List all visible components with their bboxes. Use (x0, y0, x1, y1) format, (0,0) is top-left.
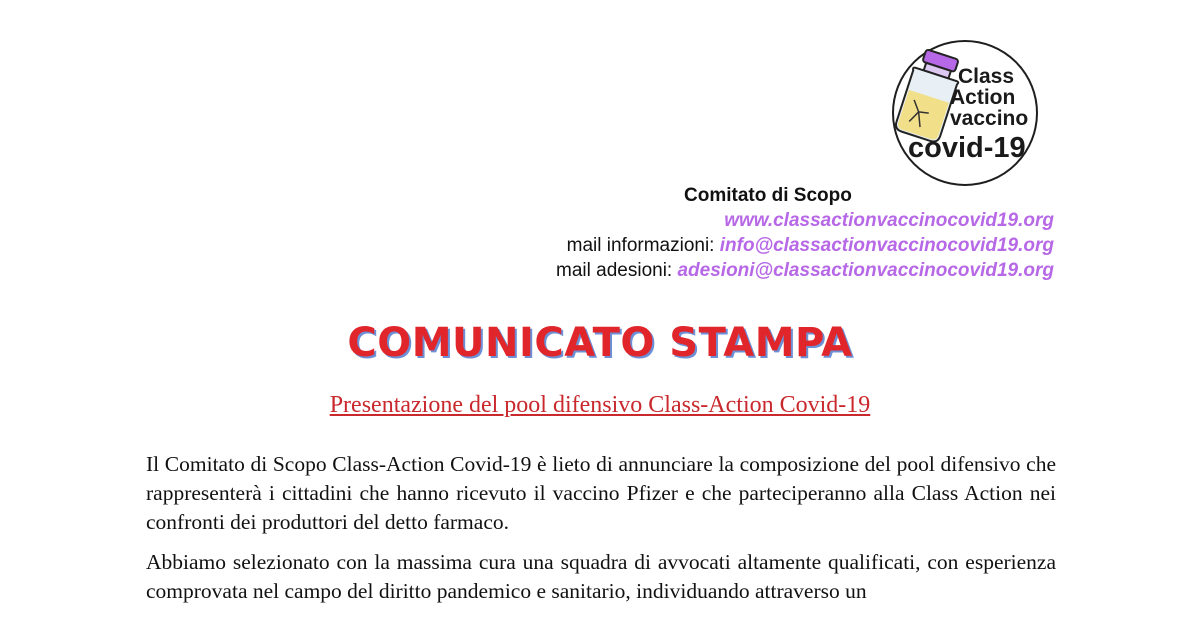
logo-text-line: vaccino (950, 107, 1029, 130)
info-email-link[interactable]: info@classactionvaccinocovid19.org (719, 235, 1054, 256)
paragraph: Il Comitato di Scopo Class-Action Covid-19 è lieto di annunciare la composizione del pool difensivo che rappresenterà i cittadini che hanno ricevuto il vaccino Pfizer e che parteciperanno alla Class Action nei confronti dei produttori del detto farmaco. (146, 452, 1056, 534)
class-action-logo (890, 38, 1040, 188)
join-email-link[interactable]: adesioni@classactionvaccinocovid19.org (677, 260, 1054, 281)
page-title: COMUNICATO STAMPA (347, 320, 853, 366)
join-email-label: mail adesioni: (556, 260, 673, 281)
contact-block (556, 208, 1054, 283)
website-link[interactable]: www.classactionvaccinocovid19.org (724, 210, 1054, 231)
page-subtitle: Presentazione del pool difensivo Class-Action Covid-19 (329, 392, 871, 418)
info-email-label: mail informazioni: (566, 235, 715, 256)
paragraph: Abbiamo selezionato con la massima cura una squadra di avvocati altamente qualificati, con esperienza comprovata nel campo del diritto pandemico e sanitario, individuando attraverso un (146, 550, 1056, 603)
logo-text-line: Action (950, 86, 1016, 109)
logo-text-line: Class (958, 65, 1015, 88)
organization-name: Comitato di Scopo (684, 185, 852, 206)
body-text (146, 450, 1056, 617)
logo-text-line: covid-19 (908, 132, 1026, 164)
